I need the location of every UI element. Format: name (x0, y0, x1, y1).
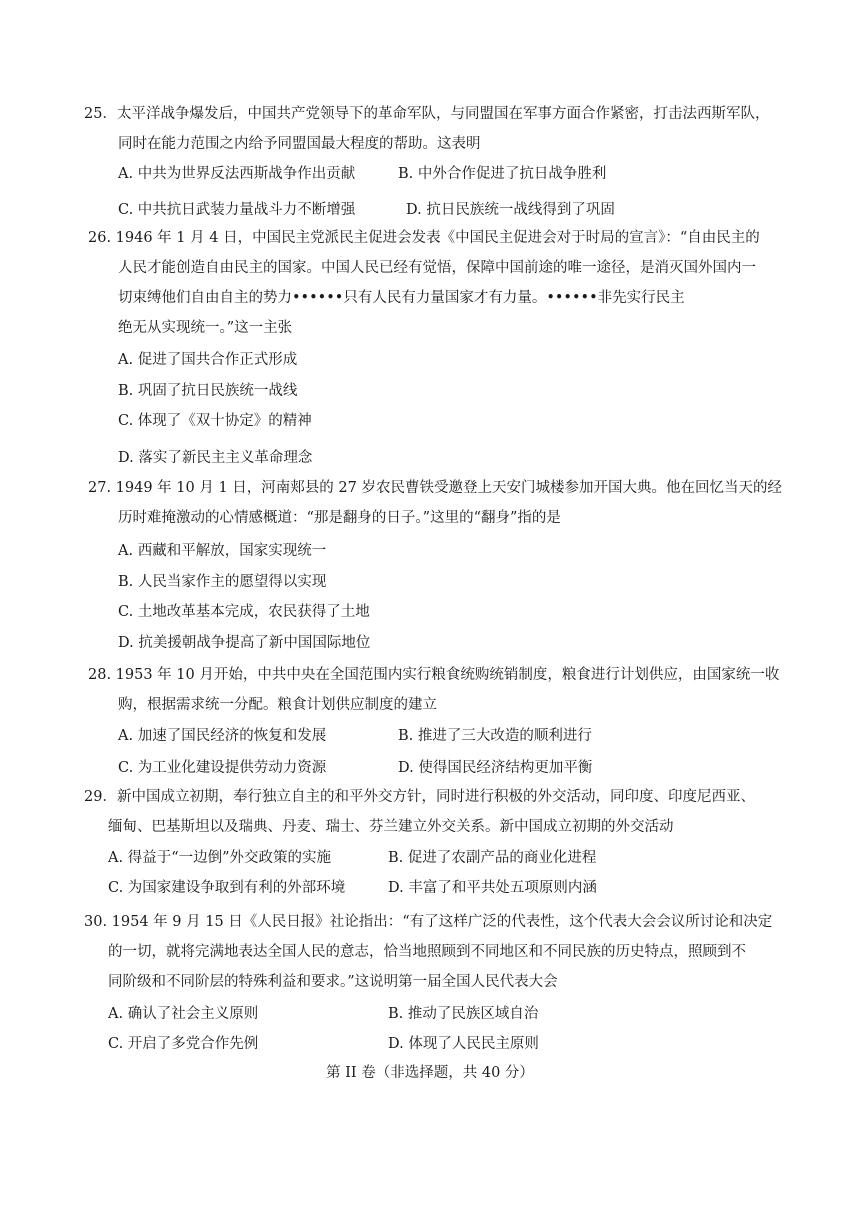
section-title: 第 II 卷（非选择题，共 40 分） (326, 1065, 534, 1081)
question-30-line-3: 同阶级和不同阶层的特殊利益和要求。”这说明第一届全国人民代表大会 (108, 974, 558, 990)
option-27-d: D. 抗美援朝战争提高了新中国国际地位 (118, 635, 371, 651)
option-27-b: B. 人民当家作主的愿望得以实现 (118, 574, 327, 590)
question-26-line-3: 切束缚他们自由自主的势力••••••只有人民有力量国家才有力量。••••••非先实行民主 (118, 290, 685, 306)
option-29-c: C. 为国家建设争取到有利的外部环境 (108, 880, 346, 896)
option-28-d: D. 使得国民经济结构更加平衡 (398, 760, 593, 776)
question-30-line-2: 的一切，就将完满地表达全国人民的意志，恰当地照顾到不同地区和不同民族的历史特点，照顾到不 (108, 944, 746, 960)
option-28-c: C. 为工业化建设提供劳动力资源 (118, 760, 327, 776)
question-26-line-2: 人民才能创造自由民主的国家。中国人民已经有觉悟，保障中国前途的唯一途径，是消灭国外国内一 (118, 260, 756, 276)
option-30-c: C. 开启了多党合作先例 (108, 1036, 259, 1052)
question-28-line-2: 购，根据需求统一分配。粮食计划供应制度的建立 (118, 697, 437, 713)
question-26-line-1: 26. 1946 年 1 月 4 日，中国民主党派民主促进会发表《中国民主促进会对于时局的宣言》：“自由民主的 (88, 230, 760, 246)
option-29-b: B. 促进了农副产品的商业化进程 (388, 850, 597, 866)
option-29-a: A. 得益于“一边倒”外交政策的实施 (108, 850, 332, 866)
option-26-c: C. 体现了《双十协定》的精神 (118, 413, 312, 429)
question-27-line-2: 历时难掩激动的心情感概道：“那是翻身的日子。”这里的“翻身”指的是 (118, 510, 561, 526)
option-29-d: D. 丰富了和平共处五项原则内涵 (388, 880, 597, 896)
question-26-line-4: 绝无从实现统一。”这一主张 (118, 320, 293, 336)
option-30-d: D. 体现了人民民主原则 (388, 1036, 539, 1052)
option-25-c: C. 中共抗日武装力量战斗力不断增强 (118, 202, 356, 218)
option-27-c: C. 土地改革基本完成，农民获得了土地 (118, 604, 370, 620)
option-25-a: A. 中共为世界反法西斯战争作出贡献 (118, 166, 356, 182)
option-25-b: B. 中外合作促进了抗日战争胜利 (398, 166, 607, 182)
question-25-line-2: 同时在能力范围之内给予同盟国最大程度的帮助。这表明 (118, 136, 481, 152)
option-30-b: B. 推动了民族区域自治 (388, 1006, 539, 1022)
question-25-line-1: 25．太平洋战争爆发后，中国共产党领导下的革命军队，与同盟国在军事方面合作紧密，打击法西斯军队， (84, 106, 770, 122)
option-26-b: B. 巩固了抗日民族统一战线 (118, 383, 298, 399)
option-28-b: B. 推进了三大改造的顺利进行 (398, 728, 592, 744)
question-27-line-1: 27. 1949 年 10 月 1 日，河南郏县的 27 岁农民曹铁受邀登上天安门城楼参加开国大典。他在回忆当天的经 (88, 480, 782, 496)
question-28-line-1: 28. 1953 年 10 月开始，中共中央在全国范围内实行粮食统购统销制度，粮食进行计划供应，由国家统一收 (88, 667, 780, 683)
option-27-a: A. 西藏和平解放，国家实现统一 (118, 543, 327, 559)
option-30-a: A. 确认了社会主义原则 (108, 1006, 259, 1022)
option-26-d: D. 落实了新民主主义革命理念 (118, 450, 313, 466)
question-30-line-1: 30. 1954 年 9 月 15 日《人民日报》社论指出：“有了这样广泛的代表性，这个代表大会会议所讨论和决定 (84, 914, 773, 930)
question-29-line-2: 缅甸、巴基斯坦以及瑞典、丹麦、瑞士、芬兰建立外交关系。新中国成立初期的外交活动 (108, 819, 674, 835)
option-28-a: A. 加速了国民经济的恢复和发展 (118, 728, 327, 744)
question-29-line-1: 29．新中国成立初期，奉行独立自主的和平外交方针，同时进行积极的外交活动，同印度、印度尼西亚、 (84, 789, 755, 805)
option-26-a: A. 促进了国共合作正式形成 (118, 352, 298, 368)
option-25-d: D. 抗日民族统一战线得到了巩固 (406, 202, 615, 218)
